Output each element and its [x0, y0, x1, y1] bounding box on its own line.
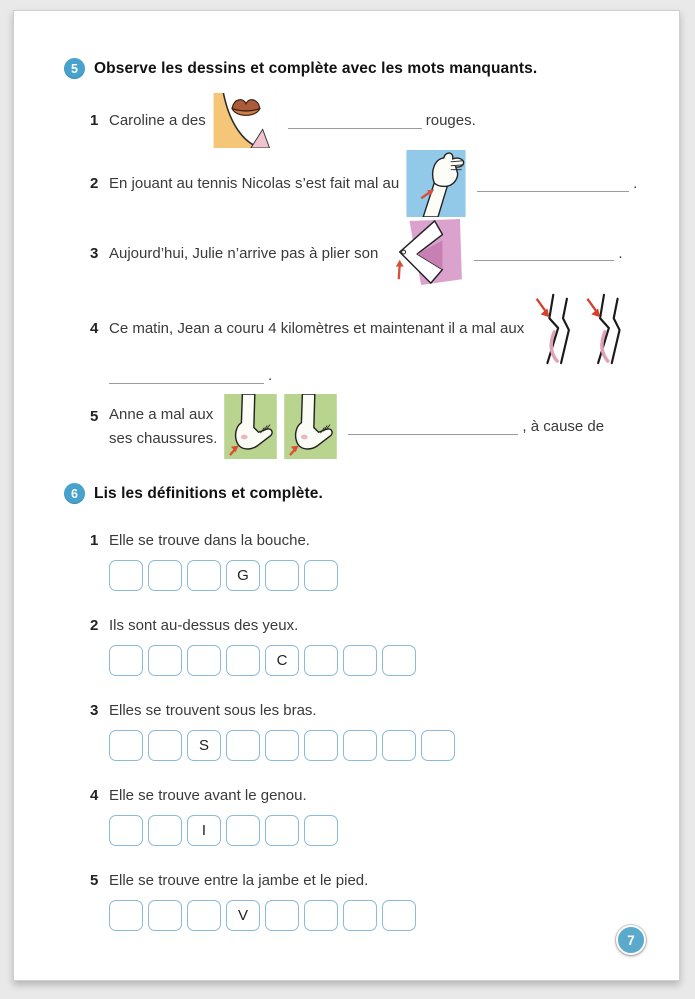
exercise5-header	[64, 58, 641, 79]
exercise5-item-3	[90, 219, 641, 287]
letter-box[interactable]	[187, 900, 221, 931]
letter-box[interactable]	[304, 730, 338, 761]
exercise6-item-2	[90, 617, 641, 676]
letter-box[interactable]	[109, 645, 143, 676]
letter-box[interactable]	[187, 560, 221, 591]
item-text: Caroline a des	[109, 112, 206, 129]
letter-box[interactable]	[109, 815, 143, 846]
answer-blank[interactable]	[348, 419, 518, 435]
definition-text: Elle se trouve avant le genou.	[109, 787, 307, 804]
exercise5-item-2	[90, 150, 641, 217]
item-text-after: rouges.	[425, 112, 476, 129]
letter-box[interactable]	[304, 815, 338, 846]
letter-boxes-row	[109, 730, 641, 761]
letter-box[interactable]	[226, 815, 260, 846]
letter-box[interactable]	[148, 815, 182, 846]
item-number: 4	[90, 319, 99, 337]
definition-text: Elles se trouvent sous les bras.	[109, 702, 317, 719]
letter-box[interactable]	[148, 900, 182, 931]
answer-blank[interactable]	[474, 245, 614, 261]
item-number: 1	[90, 112, 99, 129]
item-number: 3	[90, 244, 99, 262]
letter-box[interactable]: C	[265, 645, 299, 676]
letter-box[interactable]	[265, 815, 299, 846]
exercise6-number-badge: 6	[64, 483, 85, 504]
definition-text: Elle se trouve dans la bouche.	[109, 532, 310, 549]
exercise6-item-1	[90, 532, 641, 591]
exercise6-item-3	[90, 702, 641, 761]
exercise6-item-4	[90, 787, 641, 846]
letter-box[interactable]	[148, 560, 182, 591]
letter-box[interactable]	[421, 730, 455, 761]
letter-box[interactable]: S	[187, 730, 221, 761]
knees-icon	[531, 289, 635, 367]
foot-icon	[224, 394, 277, 459]
answer-blank[interactable]	[477, 176, 629, 192]
exercise5-title: Observe les dessins et complète avec les mots manquants.	[94, 59, 538, 77]
item-number: 2	[90, 175, 99, 192]
item-text: En jouant au tennis Nicolas s’est fait mal au	[109, 175, 400, 192]
letter-box[interactable]	[187, 645, 221, 676]
exercise5-item-1	[90, 93, 641, 148]
exercise5-item-5	[90, 394, 641, 459]
exercise5-items	[90, 93, 641, 459]
letter-boxes-row	[109, 560, 641, 591]
elbow-icon	[385, 219, 463, 287]
letter-box[interactable]	[304, 900, 338, 931]
page-number-badge: 7	[616, 925, 646, 955]
exercise6-title: Lis les définitions et complète.	[94, 484, 323, 502]
letter-box[interactable]	[343, 645, 377, 676]
foot-icon	[284, 394, 337, 459]
letter-box[interactable]	[265, 730, 299, 761]
letter-box[interactable]	[226, 645, 260, 676]
item-text-line2: ses chaussures.	[109, 430, 218, 447]
lips-icon	[213, 93, 277, 148]
letter-box[interactable]	[343, 730, 377, 761]
item-text: Anne a mal aux	[109, 406, 214, 423]
item-number: 5	[90, 408, 99, 425]
letter-boxes-row	[109, 900, 641, 931]
letter-box[interactable]	[382, 730, 416, 761]
letter-box[interactable]	[109, 730, 143, 761]
item-text: Aujourd’hui, Julie n’arrive pas à plier son	[109, 244, 379, 262]
letter-box[interactable]: G	[226, 560, 260, 591]
exercise6-items	[90, 532, 641, 931]
item-number: 2	[90, 617, 99, 634]
letter-box[interactable]	[148, 730, 182, 761]
letter-boxes-row	[109, 645, 641, 676]
item-number: 5	[90, 872, 99, 889]
exercise6-header	[64, 483, 641, 504]
letter-boxes-row	[109, 815, 641, 846]
answer-blank[interactable]	[109, 368, 264, 384]
letter-box[interactable]	[265, 560, 299, 591]
answer-blank[interactable]	[288, 113, 422, 129]
definition-text: Ils sont au-dessus des yeux.	[109, 617, 299, 634]
wrist-hand-icon	[406, 150, 466, 217]
letter-box[interactable]	[109, 900, 143, 931]
letter-box[interactable]	[265, 900, 299, 931]
letter-box[interactable]: V	[226, 900, 260, 931]
letter-box[interactable]: I	[187, 815, 221, 846]
letter-box[interactable]	[382, 645, 416, 676]
item-number: 3	[90, 702, 99, 719]
item-text-after: .	[633, 175, 638, 192]
item-number: 4	[90, 787, 99, 804]
letter-box[interactable]	[382, 900, 416, 931]
definition-text: Elle se trouve entre la jambe et le pied.	[109, 872, 369, 889]
letter-box[interactable]	[226, 730, 260, 761]
letter-box[interactable]	[148, 645, 182, 676]
letter-box[interactable]	[304, 645, 338, 676]
letter-box[interactable]	[109, 560, 143, 591]
exercise5-number-badge: 5	[64, 58, 85, 79]
exercise5-item-4	[90, 289, 641, 384]
letter-box[interactable]	[304, 560, 338, 591]
item-text-after: , à cause de	[522, 418, 605, 435]
exercise6-item-5	[90, 872, 641, 931]
item-text: Ce matin, Jean a couru 4 kilomètres et maintenant il a mal aux	[109, 319, 525, 337]
letter-box[interactable]	[343, 900, 377, 931]
item-text-after: .	[618, 244, 623, 262]
exercise5-item-4-line2	[109, 367, 641, 384]
item-number: 1	[90, 532, 99, 549]
worksheet-page	[13, 10, 680, 981]
item-text-after: .	[268, 367, 273, 384]
